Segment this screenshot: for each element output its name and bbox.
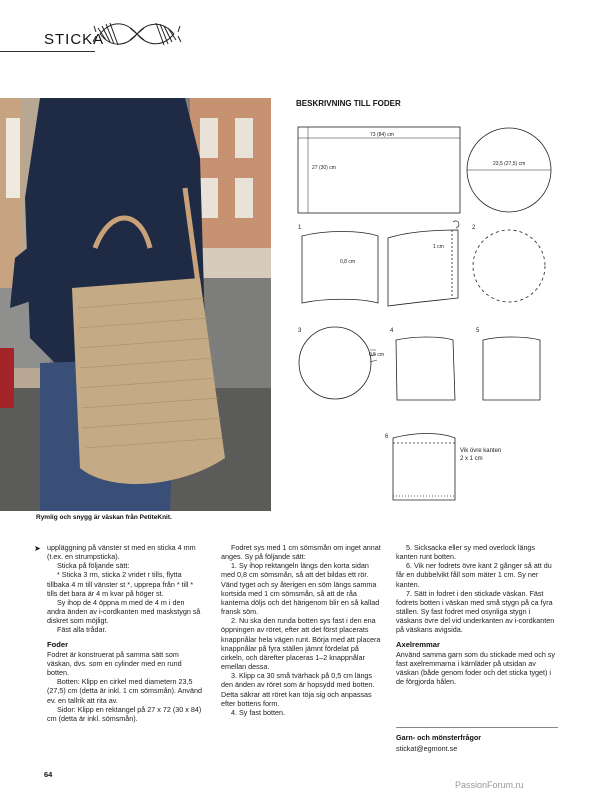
step6-note-2: 2 x 1 cm [460,456,483,462]
heading-foder: Foder [47,639,69,649]
bag-photo [0,98,271,511]
step6-bag [393,434,455,501]
section-label: STICKA [44,31,105,48]
col1-paragraph: Sy ihop de 4 öppna m med de 4 m i den andra änden av i-cordkanten med maskstygn så diskret som möjligt. [47,597,201,626]
col2-paragraph: 4. Sy fast botten. [231,707,285,717]
step1-seam-label: 0,8 cm [340,259,356,265]
col2-paragraph: 1. Sy ihop rektangeln längs den korta sidan med 0,8 cm sömsmån, så att det bildas ett rör. Vänd tyget och sy återigen en söm längs samma kortsida med 1 cm sömsmån, så att de råa kanterna döljs och det härigenom blir en så kallad fransk söm. [221,561,380,617]
credit-email: stickat@egmont.se [396,744,458,753]
credit-heading: Garn- och mönsterfrågor [396,733,482,742]
step4-number: 4 [390,328,394,334]
step5-number: 5 [476,328,480,334]
step2-circle [473,230,545,302]
rect-width-label: 73 (84) cm [370,132,394,138]
col1-paragraph: Botten: Klipp en cirkel med diametern 23,5 (27,5) cm (detta är inkl. 1 cm sömsmån). Använd ev. en tallrik att rita av. [47,677,202,705]
col2-paragraph: Fodret sys med 1 cm sömsmån om inget annat anges. Sy på följande sätt: [221,543,381,562]
continue-arrow-icon: ➤ [34,544,41,553]
col3-paragraph: Använd samma garn som du stickade med och sy fast axelremmarna i kärnläder på utsidan av väskan (både genom foder och det sticka tyget) i de förgjorda hålen. [396,649,555,687]
col1-paragraph: Fäst alla trådar. [57,625,107,635]
step3-number: 3 [298,328,302,334]
col1-paragraph: Sidor: Klipp en rektangel på 27 x 72 (30 x 84) cm (detta är inkl. sömsmån). [47,704,202,723]
page-number: 64 [44,770,53,779]
lining-diagram [290,118,572,528]
text-column-2 [221,543,381,717]
col1-paragraph: Fodret är konstruerat på samma sätt som väskan, dvs. som en cylinder med en rund botten. [47,649,182,678]
col3-paragraph: 5. Sicksacka eller sy med overlock längs kanten runt botten. [396,543,536,562]
step2-number: 2 [472,225,476,231]
step3-circle [299,327,371,399]
header-rule [0,51,95,52]
text-column-1 [47,543,203,723]
step6-number: 6 [385,434,389,440]
col1-paragraph: * Sticka 3 rm, sticka 2 vridet r tills, flytta tillbaka 4 m till vänster st *, upprepa från * till * tills det bara är 4 m kvar på höger st. [47,570,194,598]
yarn-skein-icon [92,14,182,54]
col3-paragraph: 7. Sätt in fodret i den stickade väskan. Fäst fodrets botten i väskan med små stygn på ca fyra ställen. Sy fast fodret med osynliga stygn i väskans övre del vid underkanten av i-cordkanten på väskans avigsida. [396,588,555,635]
credit-divider [396,727,558,728]
col3-paragraph: 6. Vik ner fodrets övre kant 2 gånger så att du får en dubbelvikt fåll som mäter 1 cm. Sy ner kanten. [396,561,552,589]
col1-paragraph: uppläggning på vänster st med en sticka 4 mm (t.ex. en strumpsticka). [47,543,196,562]
photo-caption: Rymlig och snygg är väskan från PetiteKnit. [36,514,172,521]
circle-label: 23,5 (27,5) cm [493,161,526,167]
text-column-3 [396,543,558,686]
heading-axelremmar: Axelremmar [396,639,440,649]
step5-bag [483,337,540,400]
step1-fold-label: 1 cm [433,244,444,250]
watermark: PassionForum.ru [455,780,524,790]
diagram-title: BESKRIVNING TILL FODER [296,99,401,108]
col1-paragraph: Sticka på följande sätt: [57,561,130,571]
step4-bag [396,337,455,400]
step6-note-1: Vik övre kanten [460,448,502,454]
col2-paragraph: 3. Klipp ca 30 små tvärhack på 0,5 cm längs den änden av röret som är hopsydd med botten. Detta säkrar att röret kan töja sig och anpassas efter bottens form. [221,671,375,708]
col2-paragraph: 2. Nu ska den runda botten sys fast i den ena öppningen av röret, efter att det först placerats knappnålar hela vägen runt. Börja med att placera knappnålar på fyra ställen jämnt fördelat på cirkeln, och därefter placeras 1–2 knappnålar emellan dessa. [221,616,381,672]
step1-number: 1 [298,225,302,231]
step1-tube [302,232,378,304]
step3-seam-label: 0,5 cm [369,352,385,358]
rect-height-label: 27 (30) cm [312,165,336,171]
